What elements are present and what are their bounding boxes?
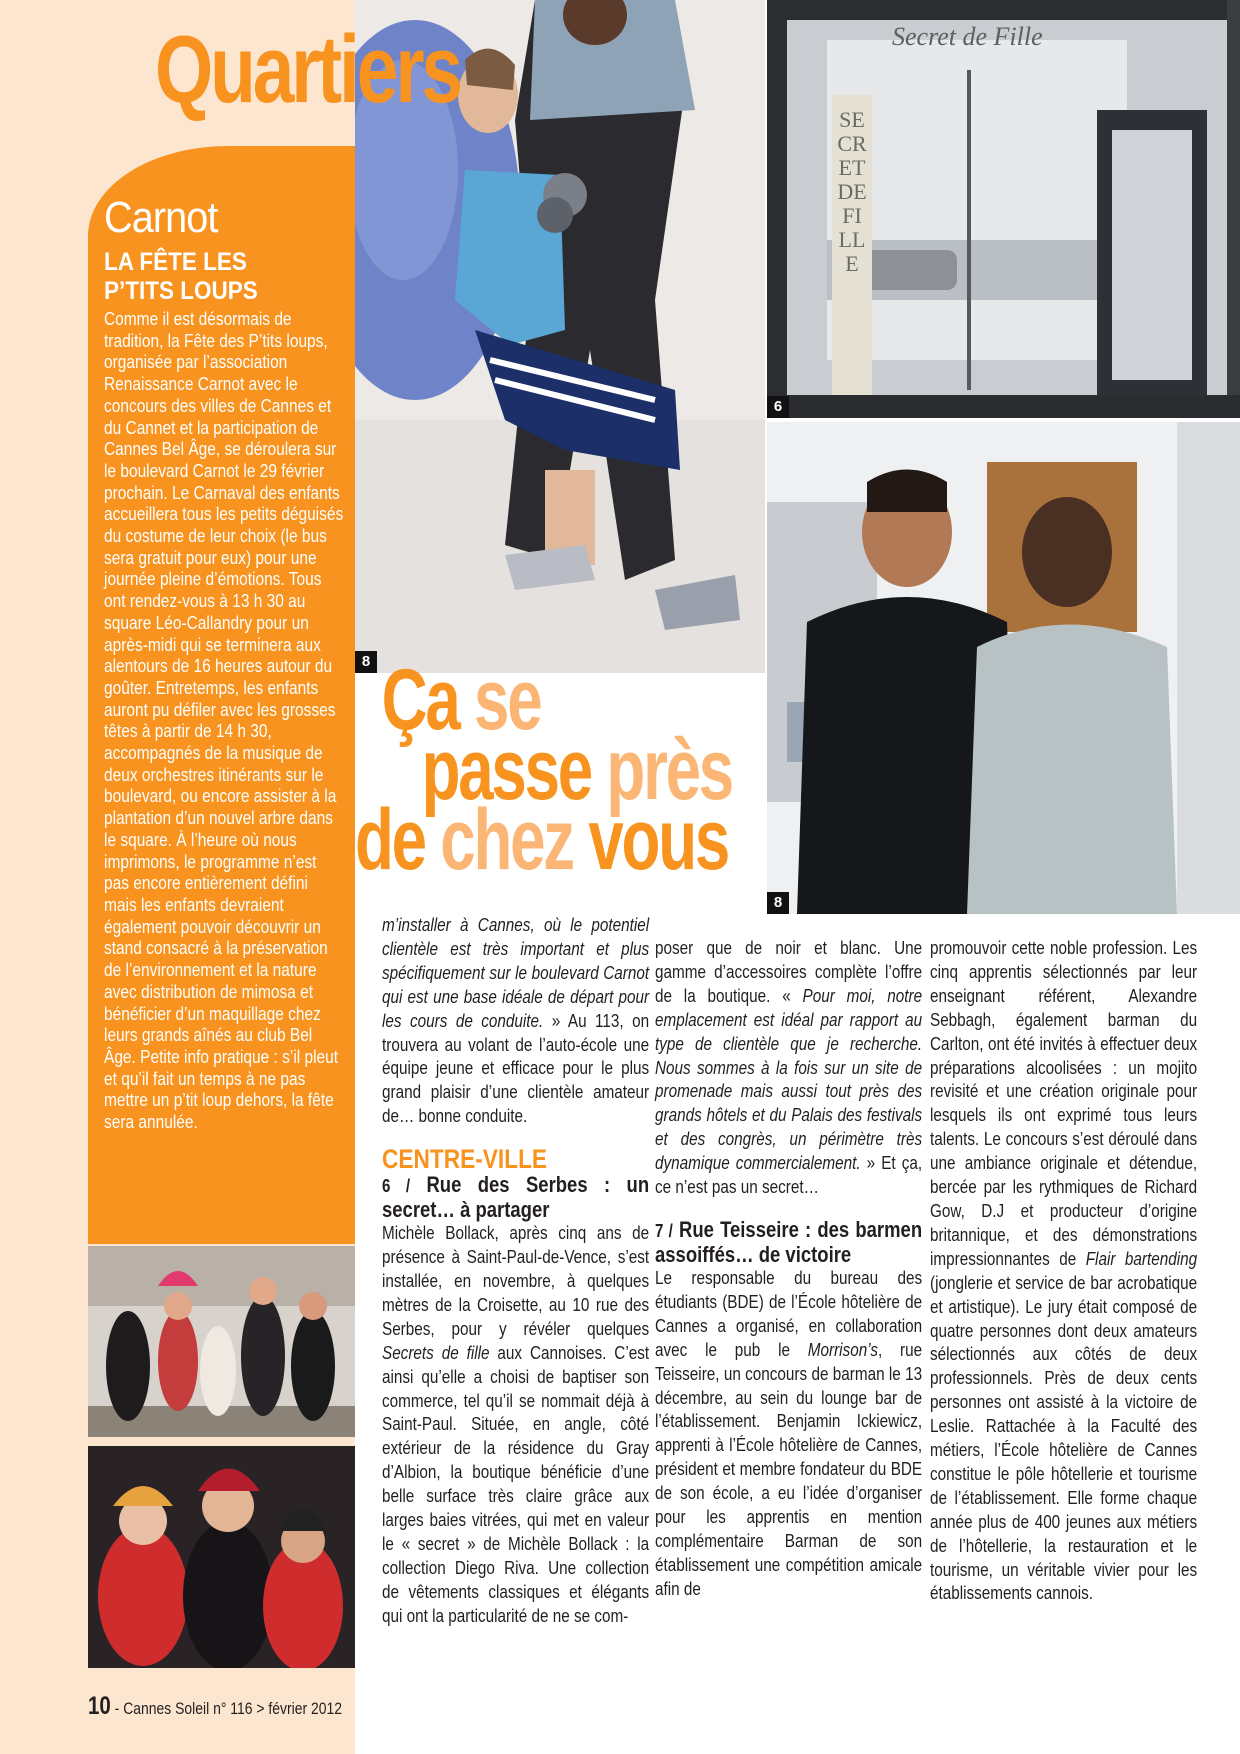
body-text: (jonglerie et service de bar acrobatique et artistique). Le jury était composé de quatre personnes dont deux amateurs sélectionnés aux côtés de deux professionnels. Près de deux cents personnes ont assisté à la victoire de Leslie. Rattachée à la Faculté des métiers, l’École hôtelière de Cannes constitue le pôle hôtellerie et tourisme de l’établissement. Elle forme chaque année plus de 400 jeunes aux métiers de l’hôtellerie, la restauration et le tourisme, un véritable vivier pour les établissements cannois.	[930, 1272, 1198, 1604]
article-column-3	[930, 937, 1197, 1606]
carnival-photo-2	[88, 1446, 355, 1668]
story-number: 7 /	[655, 1220, 673, 1241]
boutique-sign-text: Secret de Fille	[892, 22, 1043, 51]
sidebar-body-text: Comme il est désormais de tradition, la Fête des P’tits loups, organisée par l’association Renaissance Carnot avec le concours des villes de Cannes et du Cannet et la participation de Cannes Bel Âge, se déroulera sur le boulevard Carnot le 29 février prochain. Le Carnaval des enfants accueillera tous les petits déguisés du costume de leur choix (le bus sera gratuit pour eux) pour une journée pleine d’émotions. Tous ont rendez-vous à 13 h 30 au square Léo-Callandry pour un après-midi qui se terminera aux alentours de 16 heures autour du goûter. Entretemps, les enfants auront pu défiler avec les grosses têtes à partir de 14 h 30, accompagnés de la musique de deux orchestres itinérants sur le boulevard, ou encore assister à la plantation d’un nouvel arbre dans le square. À l’heure où nous imprimons, le programme n’est pas encore entièrement défini mais les enfants devraient également pouvoir découvrir un stand consacré à la préservation de l’environnement et la nature avec distribution de mimosa et bénéficier d’un maquillage chez leurs grands aînés au club Bel Âge. Petite info pratique : s’il pleut et qu’il fait un temps à ne pas mettre un p’tit loup dehors, la fête sera annulée.	[104, 309, 344, 1133]
photo-number-badge: 8	[355, 651, 377, 673]
page-footer	[88, 1692, 342, 1721]
body-italic: Secrets de fille	[382, 1342, 490, 1363]
section-title: Quartiers	[155, 16, 460, 123]
body-text: promouvoir cette noble profession. Les cinq apprentis sélectionnés par leur enseignant référent, Alexandre Sebbagh, également barman du Carlton, ont été invités à effectuer deux préparations alcoolisées : un mojito revisité et une création originale pour lesquels ils ont exprimé tous leurs talents. Le concours s’est déroulé dans une ambiance originale et détendue, bercée par les rythmiques de Richard Gow, D.J et producteur d’origine britannique, et des démonstrations impressionnantes de	[930, 938, 1198, 1269]
body-text: Le responsable du bureau des étudiants (BDE) de l’École hôtelière de Cannes a organisé, en collaboration avec le pub le	[655, 1267, 923, 1360]
body-text: , rue Teisseire, un concours de barman le 13 décembre, au sein du lounge bar de l’établissement. Benjamin Ickiewicz, apprenti à l’École hôtelière de Cannes, président et membre fondateur du BDE de son école, a eu l’idée d’organiser pour les apprentis en mention complémentaire Barman de son établissement une compétition amicale afin de	[655, 1339, 923, 1599]
barmen-photo	[767, 422, 1240, 914]
body-italic: Flair bartending	[1085, 1248, 1198, 1269]
boutique-vertical-sign: SECRET DE FILLE	[837, 107, 867, 276]
body-text: poser que de noir et blanc. Une gamme d’accessoires complète l’offre de la boutique. «	[655, 938, 923, 1006]
photo-number-badge: 8	[767, 892, 789, 914]
page-number: 10	[88, 1692, 111, 1720]
story-title: Rue des Serbes : un secret… à partager	[382, 1172, 650, 1223]
section-label: CENTRE-VILLE	[382, 1144, 548, 1175]
headline-word: Ça	[381, 652, 459, 748]
boutique-storefront-photo	[767, 0, 1240, 418]
quote-text: m’installer à Cannes, où le potentiel clientèle est très important et plus spécifiquement sur le boulevard Carnot qui est une base idéale de départ pour les cours de conduite.	[382, 915, 650, 1031]
story-heading	[382, 1173, 649, 1222]
headline-word: de	[355, 792, 425, 888]
body-text: Michèle Bollack, après cinq ans de présence à Saint-Paul-de-Vence, s’est installée, en novembre, à quelques mètres de la Croisette, au 10 rue des Serbes, pour y révéler quelques	[382, 1223, 650, 1339]
story-title: Rue Teisseire : des barmen assoiffés… de victoire	[655, 1216, 923, 1267]
body-text: » Et ça, ce n’est pas un secret…	[655, 1153, 923, 1198]
story-number: 6 /	[382, 1176, 411, 1197]
headline-word: se	[458, 652, 541, 748]
headline-word: chez	[424, 792, 573, 888]
sidebar-headline: LA FÊTE LES P’TITS LOUPS	[104, 248, 258, 305]
body-text: » Au 113, on trouvera au volant de l’auto-école une équipe jeune et efficace pour le plus grand plaisir d’une clientèle amateur de… bonne conduite.	[382, 1010, 650, 1127]
headline-word: passe	[421, 722, 591, 818]
district-name: Carnot	[104, 193, 218, 242]
article-column-2	[655, 937, 922, 1602]
body-italic: Morrison’s	[807, 1339, 878, 1360]
footer-text: - Cannes Soleil n° 116 > février 2012	[110, 1699, 343, 1718]
story-heading	[655, 1218, 922, 1267]
quote-text: Pour moi, notre emplacement est idéal par rapport au type de clientèle que je recherche. Nous sommes à la fois sur un site de promenade mais aussi tout près des grands hôtels et du Palais des festivals et des congrès, un périmètre très dynamique commercialement.	[655, 985, 923, 1174]
photo-number-badge: 6	[767, 396, 789, 418]
carnival-photo-1	[88, 1246, 355, 1437]
headline-word: près	[590, 722, 732, 818]
headline-word: vous	[572, 792, 729, 888]
article-column-1	[382, 914, 649, 1629]
main-headline	[355, 652, 732, 888]
body-text: aux Cannoises. C’est ainsi qu’elle a choisi de baptiser son commerce, tel qu’il se nommait déjà à Saint-Paul. Située, en angle, côté extérieur de la résidence du Gray d’Albion, la boutique bénéficie d’une belle surface très claire grâce aux larges baies vitrées, qui met en valeur le « secret » de Michèle Bollack : la collection Diego Riva. Une collection de vêtements classiques et élégants qui ont la particularité de ne se com-	[382, 1342, 650, 1626]
